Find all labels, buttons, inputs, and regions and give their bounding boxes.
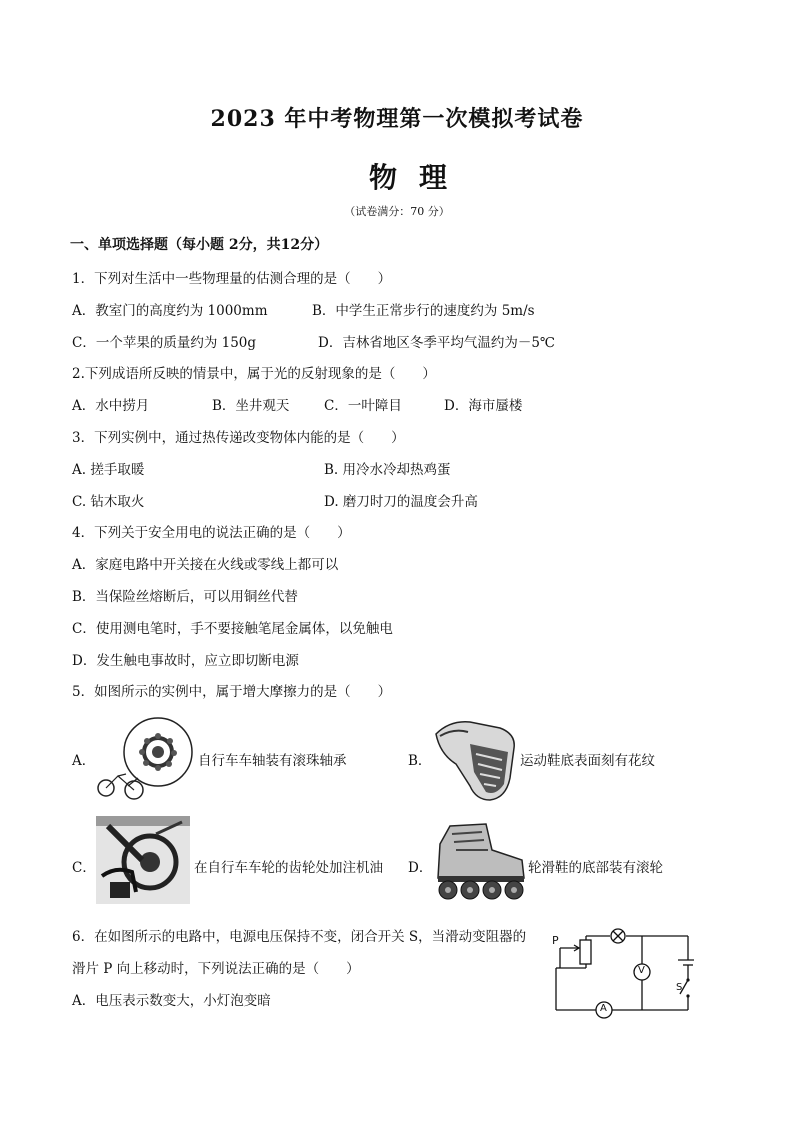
sneaker-sole-figure xyxy=(430,714,518,804)
q5-option-d-letter: D． xyxy=(408,860,433,876)
ammeter-label: A xyxy=(600,1003,607,1014)
q5-stem: 5．如图所示的实例中，属于增大摩擦力的是（ ） xyxy=(72,684,392,700)
q1-stem: 1．下列对生活中一些物理量的估测合理的是（ ） xyxy=(72,271,392,287)
q4-stem: 4．下列关于安全用电的说法正确的是（ ） xyxy=(72,525,351,541)
q2-option-c: C．一叶障目 xyxy=(324,398,402,414)
q2-option-b: B．坐井观天 xyxy=(212,398,290,414)
q1-option-c: C．一个苹果的质量约为 150g xyxy=(72,335,257,351)
subject-title: 物理 xyxy=(368,161,469,194)
q5-option-a-letter: A． xyxy=(72,753,96,769)
q6-option-a: A．电压表示数变大，小灯泡变暗 xyxy=(72,993,271,1009)
q1-option-a: A．教室门的高度约为 1000mm xyxy=(72,303,268,319)
q4-option-d: D．发生触电事故时，应立即切断电源 xyxy=(72,653,299,669)
circuit-label-p: P xyxy=(552,934,559,947)
q3-option-a: A. 搓手取暖 xyxy=(72,462,145,478)
q2-option-a: A．水中捞月 xyxy=(72,398,150,414)
section-title: 一、单项选择题（每小题 2分，共12分） xyxy=(70,237,329,253)
q1-option-b: B．中学生正常步行的速度约为 5m/s xyxy=(312,303,535,319)
q5-option-c-text: 在自行车车轮的齿轮处加注机油 xyxy=(194,860,383,876)
exam-title: 2023 年中考物理第一次模拟考试卷 xyxy=(210,106,584,132)
q2-option-d: D．海市蜃楼 xyxy=(444,398,523,414)
bicycle-bearing-figure xyxy=(96,716,196,804)
q4-option-b: B．当保险丝熔断后，可以用铜丝代替 xyxy=(72,589,298,605)
q1-option-d: D．吉林省地区冬季平均气温约为－5℃ xyxy=(318,335,556,351)
voltmeter-label: V xyxy=(638,965,645,976)
q3-option-c: C. 钻木取火 xyxy=(72,494,145,510)
q4-option-c: C．使用测电笔时，手不要接触笔尾金属体，以免触电 xyxy=(72,621,393,637)
q5-option-c-letter: C． xyxy=(72,860,96,876)
roller-skate-figure xyxy=(430,820,530,902)
score-note: （试卷满分：70 分） xyxy=(344,205,450,218)
switch-label-s: S xyxy=(676,982,683,993)
q3-option-d: D. 磨刀时刀的温度会升高 xyxy=(324,494,478,510)
q4-option-a: A．家庭电路中开关接在火线或零线上都可以 xyxy=(72,557,339,573)
q3-option-b: B. 用冷水冷却热鸡蛋 xyxy=(324,462,451,478)
q5-option-b-letter: B． xyxy=(408,753,432,769)
q6-stem-line2: 滑片 P 向上移动时，下列说法正确的是（ ） xyxy=(72,961,360,977)
q5-option-a-text: 自行车车轴装有滚珠轴承 xyxy=(198,753,347,769)
circuit-diagram xyxy=(552,924,694,1020)
bicycle-gear-oil-figure xyxy=(96,816,190,904)
q6-stem-line1: 6．在如图所示的电路中，电源电压保持不变，闭合开关 S，当滑动变阻器的 xyxy=(72,929,527,945)
q3-stem: 3．下列实例中，通过热传递改变物体内能的是（ ） xyxy=(72,430,405,446)
q5-option-d-text: 轮滑鞋的底部装有滚轮 xyxy=(528,860,663,876)
q2-stem: 2.下列成语所反映的情景中，属于光的反射现象的是（ ） xyxy=(72,366,436,382)
q5-option-b-text: 运动鞋底表面刻有花纹 xyxy=(520,753,655,769)
